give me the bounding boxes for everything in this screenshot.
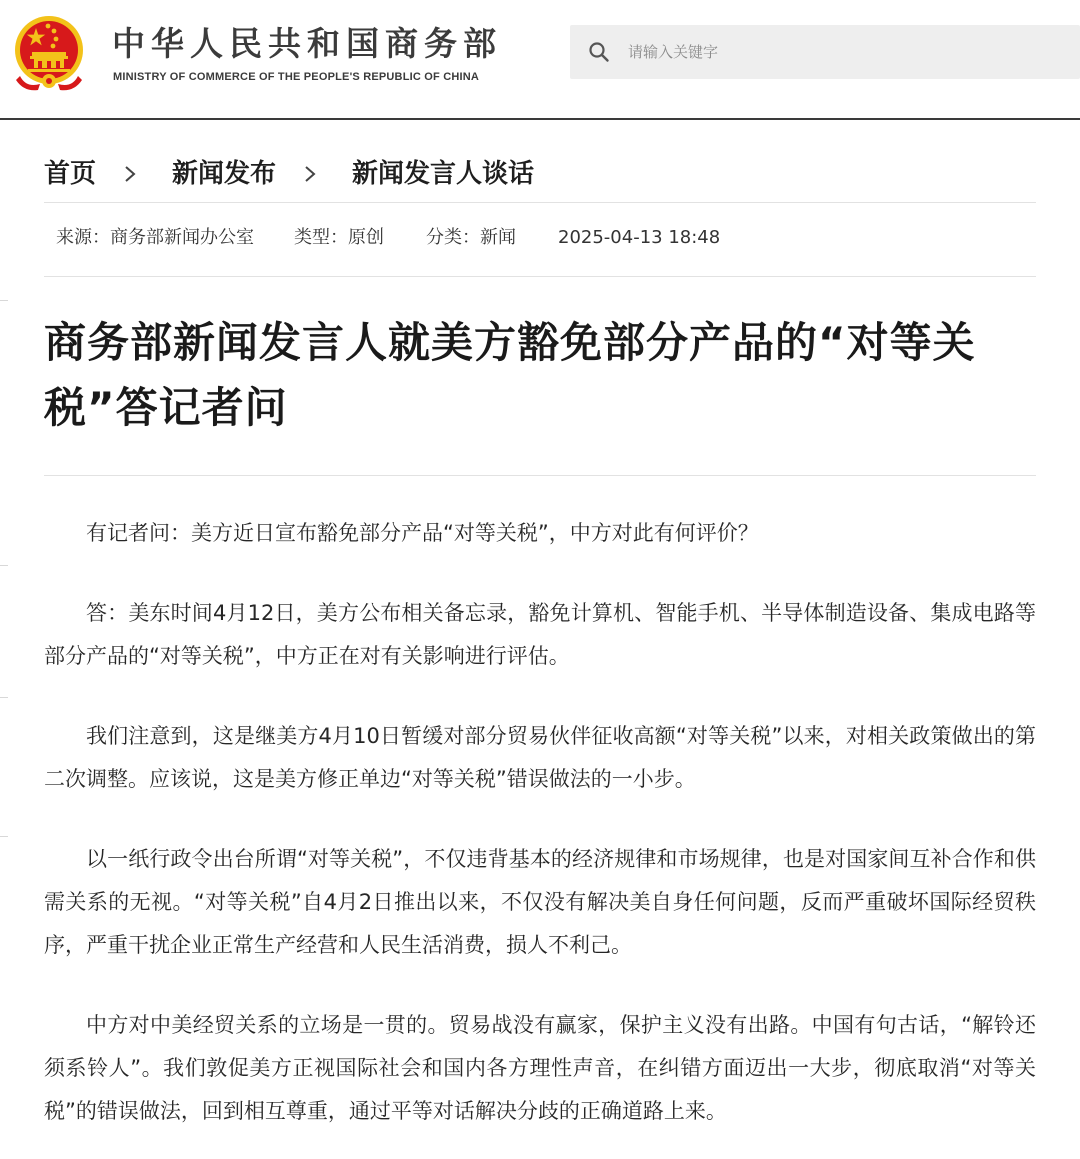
article-meta [56, 224, 720, 252]
article-title: 商务部新闻发言人就美方豁免部分产品的“对等关税”答记者问 [44, 318, 976, 432]
search-input[interactable] [628, 35, 1058, 69]
article-type: 类型：原创 [294, 227, 384, 248]
side-divider [0, 697, 8, 698]
article-body [44, 512, 1036, 1159]
side-divider [0, 300, 8, 301]
article-paragraph: 答：美东时间4月12日，美方公布相关备忘录，豁免计算机、智能手机、半导体制造设备、集成电路等部分产品的“对等关税”，中方正在对有关影响进行评估。 [44, 601, 1036, 668]
national-emblem-icon[interactable] [12, 14, 86, 92]
site-header [0, 0, 1080, 120]
divider [44, 276, 1036, 277]
article-paragraph: 我们注意到，这是继美方4月10日暂缓对部分贸易伙伴征收高额“对等关税”以来，对相关政策做出的第二次调整。应该说，这是美方修正单边“对等关税”错误做法的一小步。 [44, 724, 1036, 791]
article-datetime: 2025-04-13 18:48 [558, 227, 721, 248]
article-paragraph: 以一纸行政令出台所谓“对等关税”，不仅违背基本的经济规律和市场规律，也是对国家间互补合作和供需关系的无视。“对等关税”自4月2日推出以来，不仅没有解决美自身任何问题，反而严重破坏国际经贸秩序，严重干扰企业正常生产经营和人民生活消费，损人不利己。 [44, 847, 1036, 957]
article-category: 分类：新闻 [426, 227, 516, 248]
divider [44, 202, 1036, 203]
article-paragraph: 中方对中美经贸关系的立场是一贯的。贸易战没有赢家，保护主义没有出路。中国有句古话，“解铃还须系铃人”。我们敦促美方正视国际社会和国内各方理性声音，在纠错方面迈出一大步，彻底取消“对等关税”的错误做法，回到相互尊重，通过平等对话解决分歧的正确道路上来。 [44, 1013, 1036, 1123]
search-box [570, 25, 1080, 79]
breadcrumb-news-release[interactable]: 新闻发布 [172, 159, 277, 189]
search-icon[interactable] [588, 41, 610, 63]
org-name-chinese: 中华人民共和国商务部 [112, 24, 502, 63]
side-divider [0, 565, 8, 566]
divider [44, 475, 1036, 476]
breadcrumb-home[interactable]: 首页 [44, 159, 97, 189]
org-name-english: MINISTRY OF COMMERCE OF THE PEOPLE'S REPUBLIC OF CHINA [113, 71, 480, 83]
breadcrumb-spokesperson-remarks[interactable]: 新闻发言人谈话 [352, 159, 535, 189]
chevron-right-icon [304, 165, 316, 183]
breadcrumb [44, 154, 534, 194]
article-source: 来源：商务部新闻办公室 [56, 227, 254, 248]
article-paragraph: 有记者问：美方近日宣布豁免部分产品“对等关税”，中方对此有何评价？ [86, 521, 759, 545]
chevron-right-icon [124, 165, 136, 183]
side-divider [0, 836, 8, 837]
